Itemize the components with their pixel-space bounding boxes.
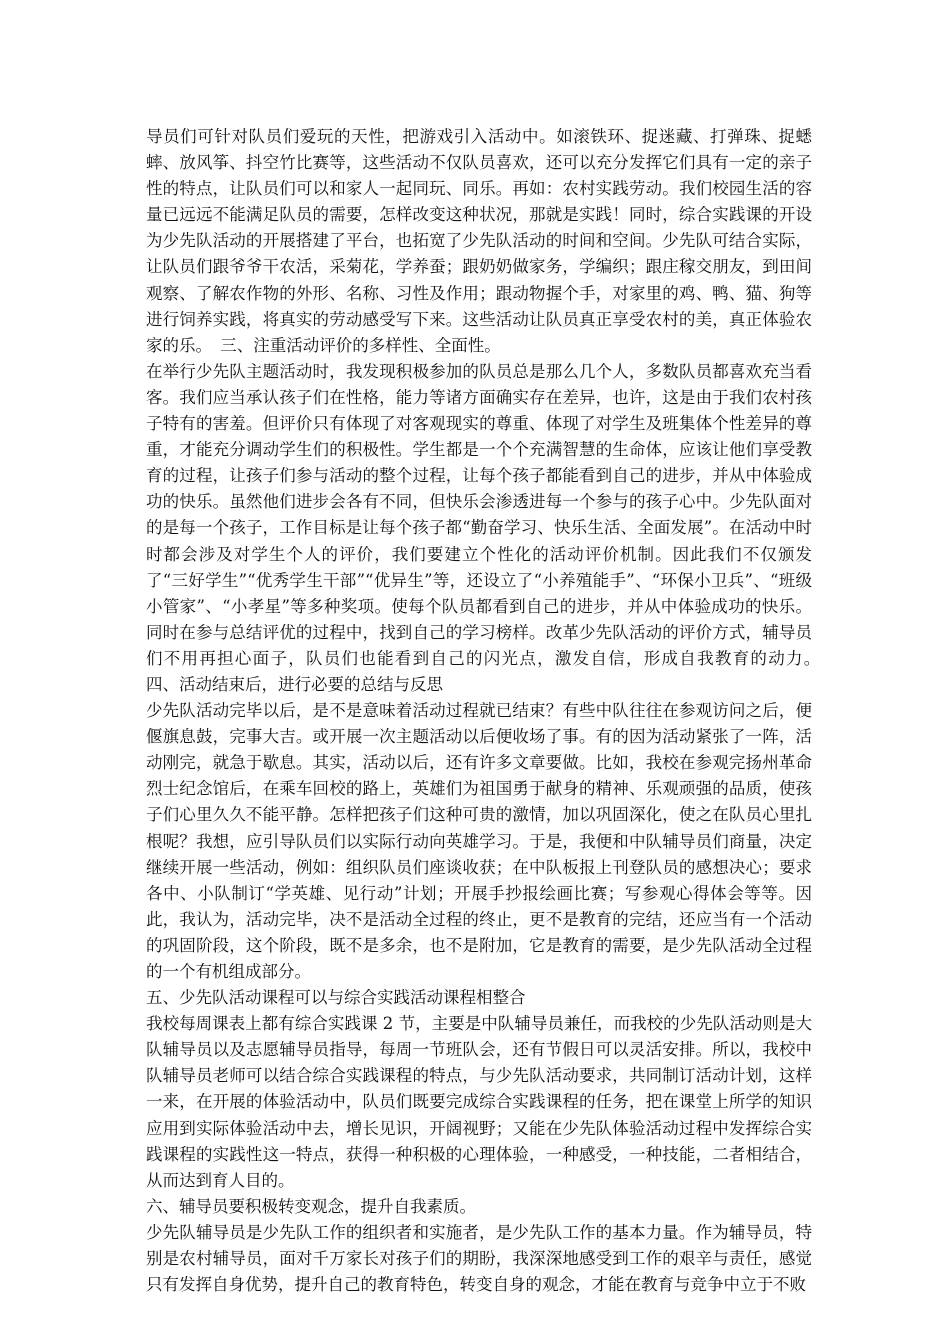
paragraph-curriculum-integration: 我校每周课表上都有综合实践课 2 节，主要是中队辅导员兼任，而我校的少先队活动则是大队辅导员以及志愿辅导员指导，每周一节班队会，还有节假日可以灵活安排。所以，我校中队辅导员老师可以结合综合实践课程的特点，与少先队活动要求，共同制订活动计划，这样一来，在开展的体验活动中，队员们既要完成综合实践课程的任务，把在课堂上所学的知识应用到实际体验活动中去，增长见识，开阔视野；又能在少先队体验活动过程中发挥综合实践课程的实践性这一特点，获得一种积极的心理体验，一种感受，一种技能，二者相结合，从而达到育人目的。 [146, 1014, 812, 1190]
paragraph-evaluation: 在举行少先队主题活动时，我发现积极参加的队员总是那么几个人，多数队员都喜欢充当看客。我们应当承认孩子们在性格，能力等诸方面确实存在差异，也许，这是由于我们农村孩子特有的害羞。但评价只有体现了对客观现实的尊重、体现了对学生及班集体个性差异的尊重，才能充分调动学生们的积极性。学生都是一个个充满智慧的生命体，应该让他们享受教育的过程，让孩子们参与活动的整个过程，让每个孩子都能看到自己的进步，并从中体验成功的快乐。虽然他们进步会各有不同，但快乐会渗透进每一个参与的孩子心中。少先队面对的是每一个孩子，工作目标是让每个孩子都“勤奋学习、快乐生活、全面发展”。在活动中时时都会涉及对学生个人的评价，我们要建立个性化的活动评价机制。因此我们不仅颁发了“三好学生”“优秀学生干部”“优异生”等，还设立了“小养殖能手”、“环保小卫兵”、“班级小管家”、“小孝星”等多种奖项。使每个队员都看到自己的进步，并从中体验成功的快乐。同时在参与总结评优的过程中，找到自己的学习榜样。改革少先队活动的评价方式，辅导员们不用再担心面子，队员们也能看到自己的闪光点，激发自信，形成自我教育的动力。 四、活动结束后，进行必要的总结与反思 [146, 361, 829, 694]
section-heading-five: 五、少先队活动课程可以与综合实践活动课程相整合 [146, 988, 526, 1008]
paragraph-reflection: 少先队活动完毕以后，是不是意味着活动过程就已结束？有些中队往往在参观访问之后，便偃旗息鼓，完事大吉。或开展一次主题活动以后便收场了事。有的因为活动紧张了一阵，活动刚完，就急于歇息。其实，活动以后，还有许多文章要做。比如，我校在参观完扬州革命烈士纪念馆后，在乘车回校的路上，英雄们为祖国勇于献身的精神、乐观顽强的品质，使孩子们心里久久不能平静。怎样把孩子们这种可贵的激情，加以巩固深化，使之在队员心里扎根呢？我想，应引导队员们以实际行动向英雄学习。于是，我便和中队辅导员们商量，决定继续开展一些活动，例如：组织队员们座谈收获；在中队板报上刊登队员的感想决心；要求各中、小队制订“学英雄、见行动”计划；开展手抄报绘画比赛；写参观心得体会等等。因此，我认为，活动完毕，决不是活动全过程的终止，更不是教育的完结，还应当有一个活动的巩固阶段，这个阶段，既不是多余，也不是附加，它是教育的需要，是少先队活动全过程的一个有机组成部分。 [146, 701, 812, 981]
section-heading-six: 六、辅导员要积极转变观念，提升自我素质。 [146, 1196, 476, 1216]
document-body [146, 124, 829, 1298]
paragraph-play-activities: 导员们可针对队员们爱玩的天性，把游戏引入活动中。如滚铁环、捉迷藏、打弹珠、捉蟋蟀、放风筝、抖空竹比赛等，这些活动不仅队员喜欢，还可以充分发挥它们具有一定的亲子性的特点，让队员们可以和家人一起同玩、同乐。再如：农村实践劳动。我们校园生活的容量已远远不能满足队员的需要，怎样改变这种状况，那就是实践！同时，综合实践课的开设为少先队活动的开展搭建了平台，也拓宽了少先队活动的时间和空间。少先队可结合实际，让队员们跟爷爷干农活，采菊花，学养蚕；跟奶奶做家务，学编织；跟庄稼交朋友，到田间观察、了解农作物的外形、名称、习性及作用；跟动物握个手，对家里的鸡、鸭、猫、狗等进行饲养实践，将真实的劳动感受写下来。这些活动让队员真正享受农村的美，真正体验农家的乐。 三、注重活动评价的多样性、全面性。 [146, 127, 812, 355]
paragraph-counselor-role: 少先队辅导员是少先队工作的组织者和实施者，是少先队工作的基本力量。作为辅导员，特别是农村辅导员，面对千万家长对孩子们的期盼，我深深地感受到工作的艰辛与责任，感觉只有发挥自身优势，提升自己的教育特色，转变自身的观念，才能在教育与竞争中立于不败 [146, 1222, 812, 1295]
